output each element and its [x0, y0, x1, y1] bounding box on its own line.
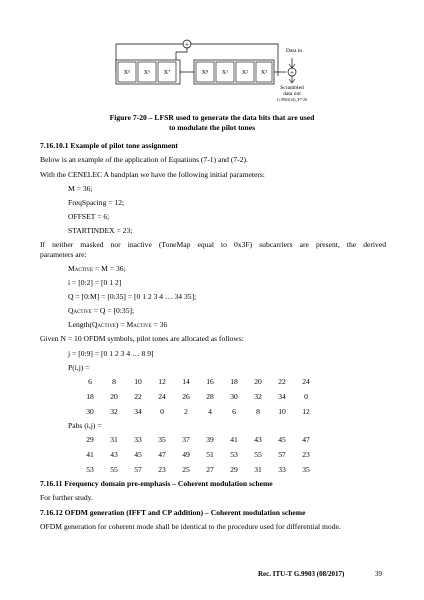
length-mactive: Mactive — [126, 320, 152, 329]
p-matrix-row — [78, 377, 338, 387]
mactive-value: = M = 36; — [93, 264, 126, 273]
mactive-symbol: Mactive — [68, 264, 94, 273]
xor-symbol-top: + — [185, 40, 189, 49]
pabs-cell: 53 — [230, 450, 238, 459]
pabs-cell: 47 — [158, 450, 166, 459]
pabs-cell: 43 — [254, 435, 262, 444]
pabs-cell: 23 — [302, 450, 310, 459]
figure-id: G.9903(14)_F7-20 — [276, 97, 308, 102]
pabs-cell: 27 — [206, 465, 214, 474]
pabs-cell: 57 — [278, 450, 286, 459]
paragraph-pilot-allocation: Given N = 10 OFDM symbols, pilot tones are allocated as follows: — [40, 334, 244, 343]
p-cell: 16 — [206, 377, 214, 386]
p-cell: 8 — [112, 377, 116, 386]
pabs-cell: 35 — [158, 435, 166, 444]
pabs-cell: 45 — [134, 450, 142, 459]
register-x2: X² — [241, 70, 249, 76]
derived-q: Q = [0:M] = [0:35] = [0 1 2 3 4 … 34 35]; — [68, 292, 197, 301]
pabs-cell: 57 — [134, 465, 142, 474]
p-matrix-label: P(i,j) = — [68, 363, 90, 372]
footer-recommendation: Rec. ITU-T G.9903 (08/2017) — [258, 570, 345, 578]
p-cell: 32 — [110, 407, 118, 416]
param-m: M = 36; — [68, 184, 93, 193]
pabs-cell: 33 — [134, 435, 142, 444]
derived-length — [68, 320, 167, 330]
p-cell: 32 — [254, 392, 262, 401]
p-cell: 24 — [302, 377, 310, 386]
paragraph-bandplan: With the CENELEC A bandplan we have the following initial parameters: — [40, 170, 265, 179]
register-x5: X⁵ — [123, 70, 131, 76]
section-heading-7-16-10-1: 7.16.10.1 Example of pilot tone assignment — [40, 141, 178, 150]
p-cell: 0 — [304, 392, 308, 401]
p-cell: 30 — [86, 407, 94, 416]
pabs-cell: 47 — [302, 435, 310, 444]
p-matrix-row — [78, 392, 338, 402]
pabs-cell: 31 — [110, 435, 118, 444]
p-cell: 30 — [230, 392, 238, 401]
p-cell: 20 — [110, 392, 118, 401]
pabs-cell: 43 — [110, 450, 118, 459]
data-in-label: Data in — [286, 48, 303, 54]
pabs-cell: 23 — [158, 465, 166, 474]
pabs-matrix-row — [78, 450, 338, 460]
j-vector: j = [0:9] = [0 1 2 3 4 … 8 9] — [68, 349, 154, 358]
section-heading-7-16-12: 7.16.12 OFDM generation (IFFT and CP addition) – Coherent modulation scheme — [40, 508, 306, 517]
p-cell: 6 — [232, 407, 236, 416]
pabs-matrix-row — [78, 435, 338, 445]
figure-caption-line1: Figure 7-20 – LFSR used to generate the data bits that are used — [109, 113, 315, 122]
p-cell: 34 — [278, 392, 286, 401]
pabs-cell: 45 — [278, 435, 286, 444]
pabs-cell: 55 — [254, 450, 262, 459]
register-x6: X⁶ — [143, 70, 151, 76]
p-cell: 22 — [134, 392, 142, 401]
xor-symbol-output: + — [290, 68, 294, 77]
param-freqspacing: FreqSpacing = 12; — [68, 198, 125, 207]
pabs-cell: 37 — [182, 435, 190, 444]
p-cell: 20 — [254, 377, 262, 386]
section-text-7-16-11: For further study. — [40, 493, 93, 502]
p-cell: 2 — [184, 407, 188, 416]
paragraph-derived-line1: If neither masked nor inactive (ToneMap equal to 0x3F) subcarriers are present, the derived — [40, 240, 386, 249]
derived-mactive — [68, 264, 126, 274]
p-cell: 4 — [208, 407, 212, 416]
p-cell: 6 — [88, 377, 92, 386]
register-x1: X¹ — [221, 70, 229, 76]
param-offset: OFFSET = 6; — [68, 212, 110, 221]
qactive-value: = Q = [0:35]; — [91, 306, 135, 315]
pabs-cell: 29 — [86, 435, 94, 444]
pabs-matrix-row — [78, 465, 338, 475]
scrambled-label-line2: data out — [283, 91, 301, 97]
pabs-matrix — [78, 435, 338, 477]
length-mid: ) = — [115, 320, 127, 329]
p-cell: 22 — [278, 377, 286, 386]
register-x8: X⁸ — [201, 70, 209, 76]
p-cell: 12 — [158, 377, 166, 386]
length-value: = 36 — [151, 320, 168, 329]
p-cell: 14 — [182, 377, 190, 386]
pabs-cell: 55 — [110, 465, 118, 474]
paragraph-equations: Below is an example of the application of Equations (7-1) and (7-2). — [40, 155, 248, 164]
figure-caption-line2: to modulate the pilot tones — [168, 123, 256, 132]
p-cell: 10 — [134, 377, 142, 386]
p-cell: 18 — [230, 377, 238, 386]
length-qactive: Qactive — [92, 320, 116, 329]
register-x3: X³ — [260, 70, 268, 76]
register-x7: X⁷ — [163, 70, 171, 76]
section-text-7-16-12: OFDM generation for coherent mode shall be identical to the procedure used for differential mode. — [40, 522, 341, 531]
p-cell: 24 — [158, 392, 166, 401]
pabs-cell: 41 — [86, 450, 94, 459]
lfsr-figure — [100, 28, 320, 108]
p-matrix — [78, 377, 338, 419]
p-matrix-row — [78, 407, 338, 417]
pabs-cell: 25 — [182, 465, 190, 474]
p-cell: 10 — [278, 407, 286, 416]
p-cell: 0 — [160, 407, 164, 416]
p-cell: 26 — [182, 392, 190, 401]
derived-qactive — [68, 306, 134, 316]
derived-i: i = [0:2] = [0 1 2] — [68, 278, 122, 287]
p-cell: 28 — [206, 392, 214, 401]
pabs-cell: 41 — [230, 435, 238, 444]
p-cell: 18 — [86, 392, 94, 401]
param-startindex: STARTINDEX = 23; — [68, 226, 133, 235]
pabs-cell: 31 — [254, 465, 262, 474]
p-cell: 12 — [302, 407, 310, 416]
scrambled-label-line1: Scrambled — [280, 85, 304, 91]
pabs-cell: 35 — [302, 465, 310, 474]
pabs-cell: 53 — [86, 465, 94, 474]
section-heading-7-16-11: 7.16.11 Frequency domain pre-emphasis – Coherent modulation scheme — [40, 479, 273, 488]
p-cell: 8 — [256, 407, 260, 416]
page-number: 39 — [375, 570, 382, 578]
length-prefix: Length( — [68, 320, 93, 329]
pabs-cell: 39 — [206, 435, 214, 444]
pabs-matrix-label: Pabs (i,j) = — [68, 421, 102, 430]
pabs-cell: 33 — [278, 465, 286, 474]
pabs-cell: 51 — [206, 450, 214, 459]
pabs-cell: 49 — [182, 450, 190, 459]
pabs-cell: 29 — [230, 465, 238, 474]
p-cell: 34 — [134, 407, 142, 416]
paragraph-derived-line2: parameters are: — [40, 250, 87, 259]
qactive-symbol: Qactive — [68, 306, 92, 315]
